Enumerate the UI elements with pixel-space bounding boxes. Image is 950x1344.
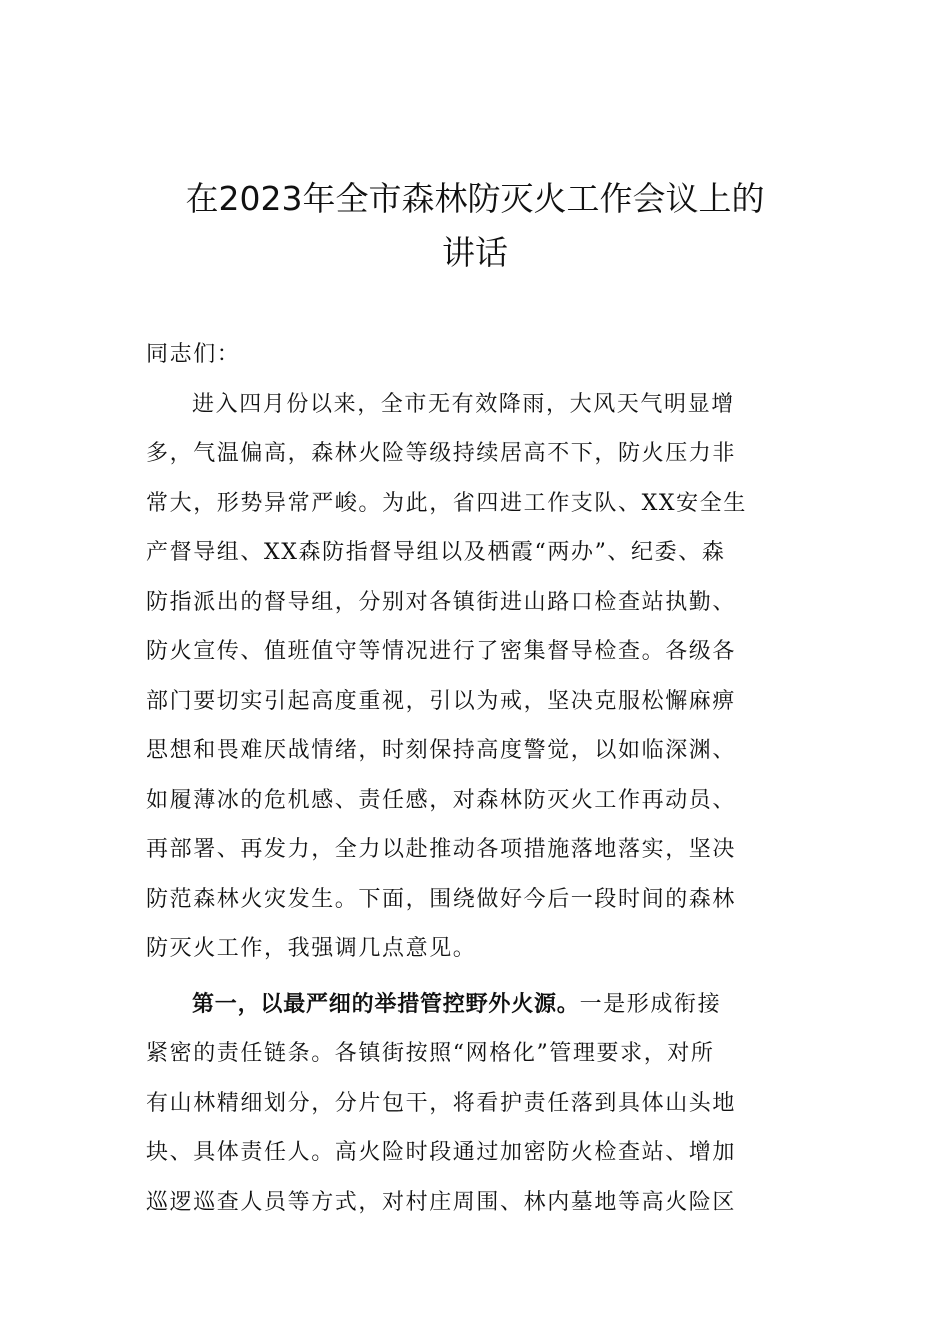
paragraph-1-line-10: 再部署、再发力，全力以赴推动各项措施落地落实，坚决 <box>146 837 737 862</box>
paragraph-1-line-5: 防指派出的督导组，分别对各镇街进山路口检查站执勤、 <box>146 589 737 615</box>
paragraph-1-line-12: 防灭火工作，我强调几点意见。 <box>146 936 477 961</box>
paragraph-1-line-9: 如履薄冰的危机感、责任感，对森林防灭火工作再动员、 <box>146 787 737 813</box>
paragraph-1-line-2: 多，气温偏高，森林火险等级持续居高不下，防火压力非 <box>146 441 737 466</box>
paragraph-1-line-3: 常大，形势异常严峻。为此，省四进工作支队、XX安全生 <box>146 490 747 516</box>
paragraph-1-line-11: 防范森林火灾发生。下面，围绕做好今后一段时间的森林 <box>146 886 737 912</box>
paragraph-1-line-4: 产督导组、XX森防指督导组以及栖霞“两办”、纪委、森 <box>146 540 726 565</box>
paragraph-1-line-8: 思想和畏难厌战情绪，时刻保持高度警觉，以如临深渊、 <box>146 738 737 763</box>
document-body <box>146 330 806 1227</box>
salutation: 同志们： <box>146 342 241 367</box>
paragraph-2-line-2: 紧密的责任链条。各镇街按照“网格化”管理要求，对所 <box>146 1041 715 1066</box>
paragraph-2-line-3: 有山林精细划分，分片包干，将看护责任落到具体山头地 <box>146 1090 737 1116</box>
paragraph-1-line-7: 部门要切实引起高度重视，引以为戒，坚决克服松懈麻痹 <box>146 688 737 714</box>
paragraph-2-line-5: 巡逻巡查人员等方式，对村庄周围、林内墓地等高火险区 <box>146 1189 737 1215</box>
paragraph-1-line-1: 进入四月份以来，全市无有效降雨，大风天气明显增 <box>192 391 735 417</box>
paragraph-2-line-4: 块、具体责任人。高火险时段通过加密防火检查站、增加 <box>146 1140 737 1165</box>
section-heading: 第一，以最严细的举措管控野外火源。 <box>192 991 580 1017</box>
title-line-1: 在2023年全市森林防灭火工作会议上的 <box>185 179 765 218</box>
paragraph-1-line-6: 防火宣传、值班值守等情况进行了密集督导检查。各级各 <box>146 639 737 664</box>
paragraph-2-line-1 <box>146 980 806 1030</box>
document-title <box>120 172 830 280</box>
paragraph-2-first-line-rest: 一是形成衔接 <box>579 991 722 1017</box>
title-line-2: 讲话 <box>442 233 508 272</box>
